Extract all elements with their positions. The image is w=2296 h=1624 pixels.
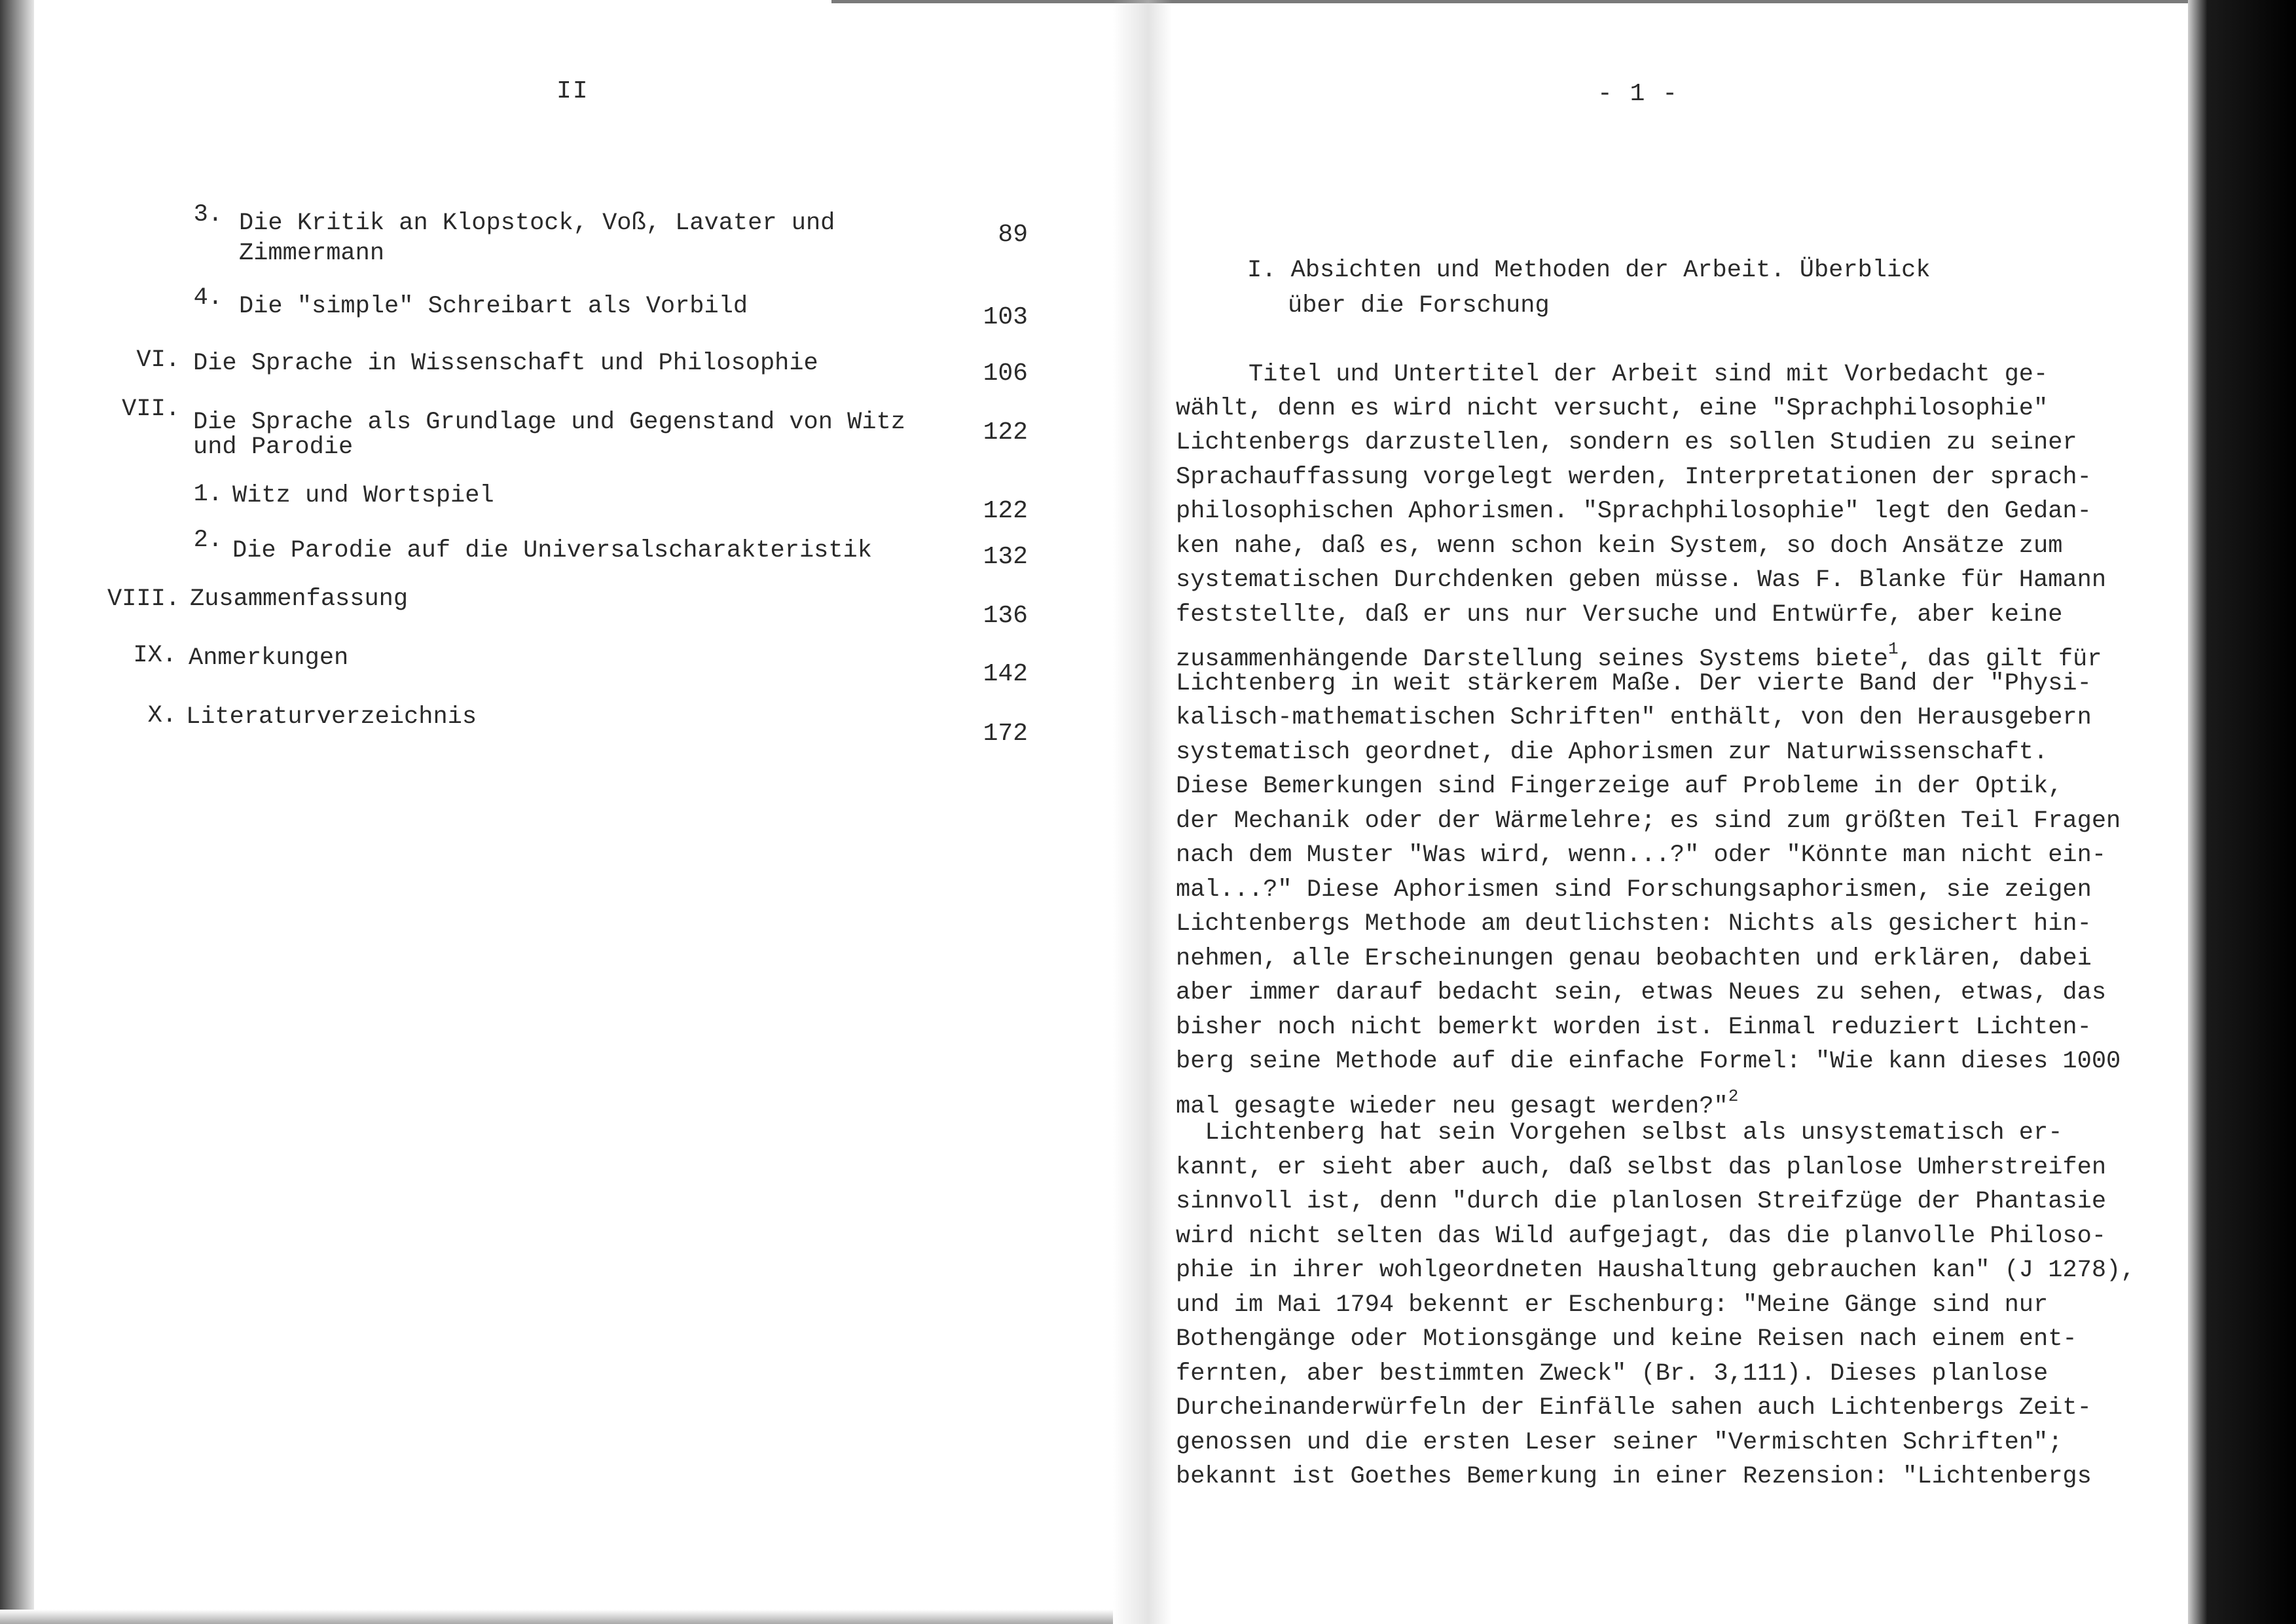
body-line-with-footnote xyxy=(1176,1083,1738,1120)
body-line: sinnvoll ist, denn "durch die planlosen Streifzüge der Phantasie xyxy=(1176,1188,2107,1215)
body-line: nehmen, alle Erscheinungen genau beobachten und erklären, dabei xyxy=(1176,945,2092,972)
toc-entry-title: Literaturverzeichnis xyxy=(186,703,477,731)
toc-entry-title-continued: Zimmermann xyxy=(239,240,385,267)
body-line: Lichtenbergs darzustellen, sondern es sollen Studien zu seiner xyxy=(1176,429,2077,456)
body-line: und im Mai 1794 bekennt er Eschenburg: "Meine Gänge sind nur xyxy=(1176,1291,2049,1319)
toc-entry-number: X. xyxy=(147,702,177,729)
body-line: ken nahe, daß es, wenn schon kein System, so doch Ansätze zum xyxy=(1176,532,2063,560)
toc-entry-number: 2. xyxy=(193,526,223,554)
body-line: Titel und Untertitel der Arbeit sind mit Vorbedacht ge- xyxy=(1176,361,2049,388)
footnote-marker[interactable]: 1 xyxy=(1887,639,1899,659)
toc-entry-title: Die "simple" Schreibart als Vorbild xyxy=(239,293,748,320)
body-line-tail: , das gilt für xyxy=(1898,646,2102,673)
body-line: feststellte, daß er uns nur Versuche und Entwürfe, aber keine xyxy=(1176,601,2063,629)
body-line: nach dem Muster "Was wird, wenn...?" oder "Könnte man nicht ein- xyxy=(1176,841,2107,869)
body-line-with-footnote xyxy=(1176,636,2102,673)
scan-left-edge xyxy=(0,0,34,1624)
body-line: philosophischen Aphorismen. "Sprachphilosophie" legt den Gedan- xyxy=(1176,498,2092,525)
body-line-text: zusammenhängende Darstellung seines Systems biete xyxy=(1176,646,1888,673)
toc-entry-title: Anmerkungen xyxy=(189,644,349,672)
body-line: bisher noch nicht bemerkt worden ist. Einmal reduziert Lichten- xyxy=(1176,1014,2092,1041)
toc-entry-number: 3. xyxy=(193,201,223,229)
chapter-heading xyxy=(1247,253,1931,323)
toc-entry-page: 142 xyxy=(983,660,1028,688)
body-line: Bothengänge oder Motionsgänge und keine Reisen nach einem ent- xyxy=(1176,1325,2077,1353)
chapter-heading-line-2: über die Forschung xyxy=(1288,292,1550,320)
right-page-number: - 1 - xyxy=(1597,80,1679,108)
body-line-text: mal gesagte wieder neu gesagt werden?" xyxy=(1176,1093,1728,1120)
body-line: kalisch-mathematischen Schriften" enthält, von den Herausgebern xyxy=(1176,704,2092,731)
body-line: fernten, aber bestimmten Zweck" (Br. 3,111). Dieses planlose xyxy=(1176,1360,2049,1388)
chapter-heading-line-1: I. Absichten und Methoden der Arbeit. Überblick xyxy=(1247,257,1931,284)
toc-entry-page: 122 xyxy=(983,497,1028,525)
scan-right-edge xyxy=(2188,0,2296,1624)
toc-entry-page: 89 xyxy=(998,221,1028,249)
body-line: aber immer darauf bedacht sein, etwas Neues zu sehen, etwas, das xyxy=(1176,979,2107,1006)
toc-entry-number: VIII. xyxy=(107,585,180,613)
body-line: der Mechanik oder der Wärmelehre; es sind zum größten Teil Fragen xyxy=(1176,807,2121,835)
toc-entry-number: 1. xyxy=(193,481,223,508)
body-line: Diese Bemerkungen sind Fingerzeige auf Probleme in der Optik, xyxy=(1176,773,2063,800)
toc-entry-title: Die Parodie auf die Universalscharakteristik xyxy=(232,537,872,564)
body-line: Durcheinanderwürfeln der Einfälle sahen auch Lichtenbergs Zeit- xyxy=(1176,1394,2092,1422)
toc-entry-number: VII. xyxy=(122,396,180,423)
toc-entry-title: Witz und Wortspiel xyxy=(232,482,494,509)
toc-entry-number: IX. xyxy=(133,642,177,669)
toc-entry-title: Die Kritik an Klopstock, Voß, Lavater und xyxy=(239,210,835,237)
toc-entry-title: Die Sprache in Wissenschaft und Philosophie xyxy=(193,350,818,377)
body-line: berg seine Methode auf die einfache Formel: "Wie kann dieses 1000 xyxy=(1176,1048,2121,1075)
toc-entry-number: VI. xyxy=(136,346,180,374)
toc-entry-page: 106 xyxy=(983,360,1028,388)
toc-entry-page: 122 xyxy=(983,418,1028,447)
body-line: wählt, denn es wird nicht versucht, eine "Sprachphilosophie" xyxy=(1176,395,2049,422)
body-line: Sprachauffassung vorgelegt werden, Interpretationen der sprach- xyxy=(1176,464,2092,491)
footnote-marker[interactable]: 2 xyxy=(1728,1086,1739,1106)
book-gutter-shadow xyxy=(1113,0,1172,1624)
body-line: Lichtenberg in weit stärkerem Maße. Der vierte Band der "Physi- xyxy=(1176,670,2092,697)
toc-entry-page: 132 xyxy=(983,543,1028,571)
body-line: genossen und die ersten Leser seiner "Vermischten Schriften"; xyxy=(1176,1429,2063,1456)
toc-entry-title: Zusammenfassung xyxy=(190,585,409,613)
body-line: kannt, er sieht aber auch, daß selbst das planlose Umherstreifen xyxy=(1176,1154,2107,1181)
toc-entry-page: 172 xyxy=(983,720,1028,748)
scan-top-edge xyxy=(831,0,2193,3)
toc-entry-page: 136 xyxy=(983,602,1028,630)
body-line: systematisch geordnet, die Aphorismen zur Naturwissenschaft. xyxy=(1176,739,2049,766)
body-line: Lichtenberg hat sein Vorgehen selbst als unsystematisch er- xyxy=(1176,1119,2063,1147)
toc-entry-title-continued: und Parodie xyxy=(193,434,354,461)
scan-bottom-edge xyxy=(0,1610,1113,1624)
body-line: Lichtenbergs Methode am deutlichsten: Nichts als gesichert hin- xyxy=(1176,910,2092,938)
toc-entry-title: Die Sprache als Grundlage und Gegenstand von Witz xyxy=(193,409,905,436)
body-line: systematischen Durchdenken geben müsse. Was F. Blanke für Hamann xyxy=(1176,566,2107,594)
left-page-number: II xyxy=(556,77,589,105)
toc-entry-page: 103 xyxy=(983,303,1028,331)
body-line: wird nicht selten das Wild aufgejagt, das die planvolle Philoso- xyxy=(1176,1223,2107,1250)
body-line: mal...?" Diese Aphorismen sind Forschungsaphorismen, sie zeigen xyxy=(1176,876,2092,904)
body-line: phie in ihrer wohlgeordneten Haushaltung gebrauchen kan" (J 1278), xyxy=(1176,1257,2136,1284)
body-line: bekannt ist Goethes Bemerkung in einer Rezension: "Lichtenbergs xyxy=(1176,1463,2092,1490)
toc-entry-number: 4. xyxy=(193,284,223,312)
